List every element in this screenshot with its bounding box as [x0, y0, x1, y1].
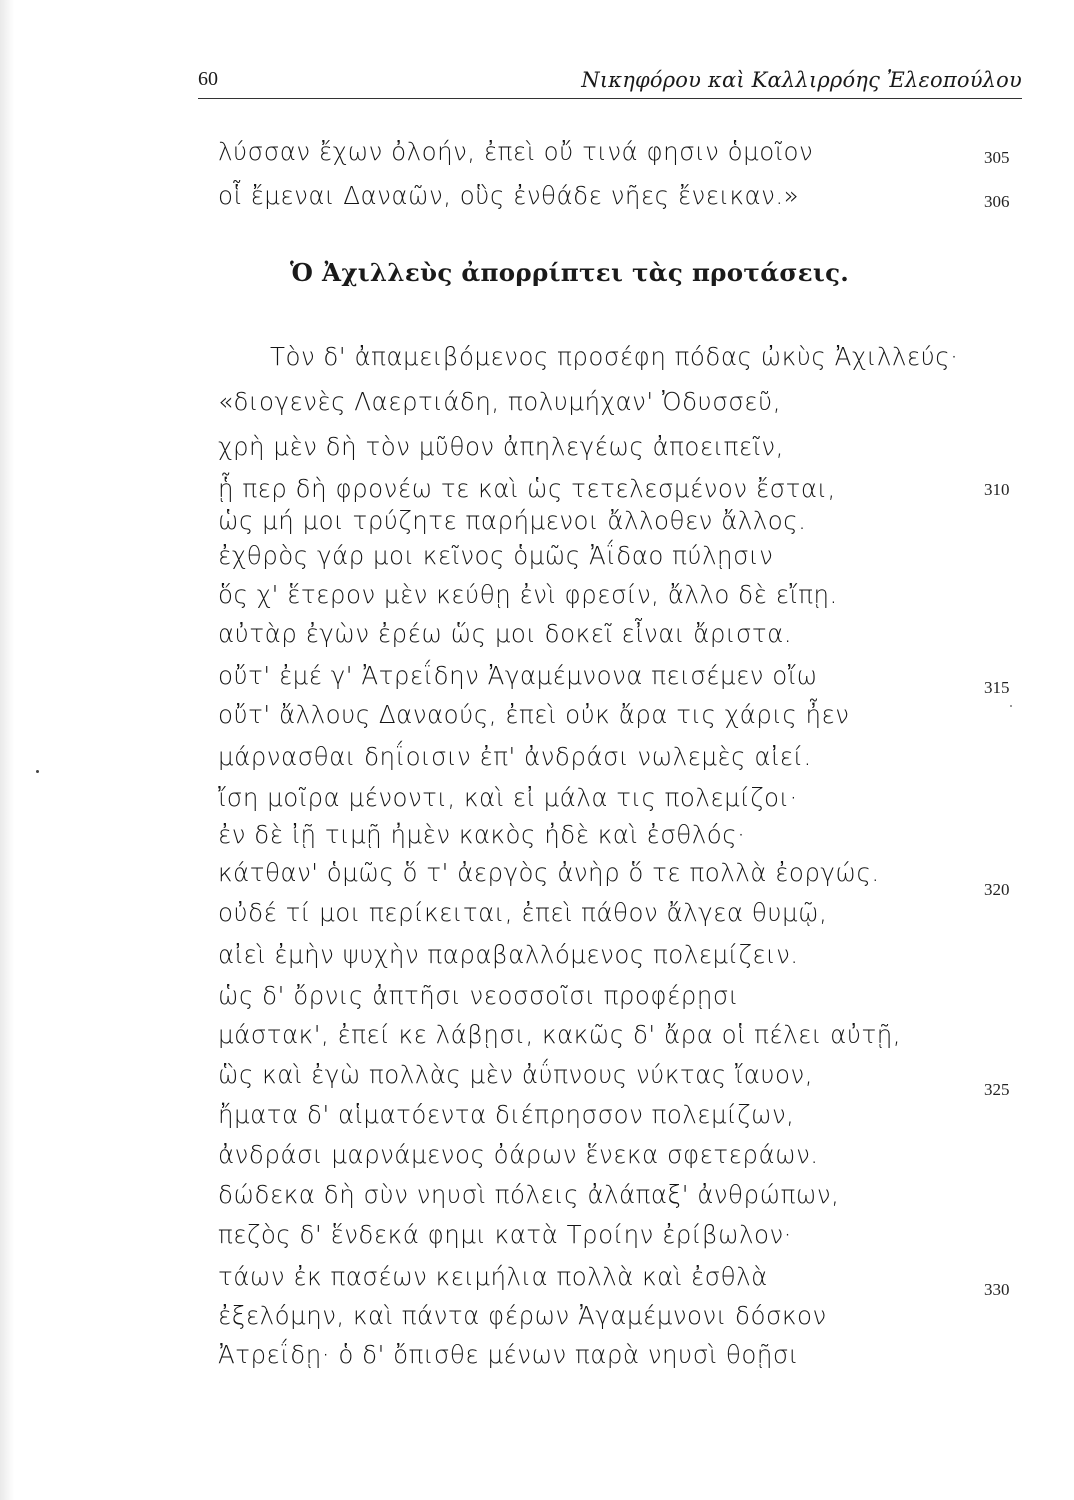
line-number: 325 — [984, 1080, 1010, 1099]
verse-line: μάστακ', ἐπεί κε λάβῃσι, κακῶς δ' ἄρα οἱ πέλει αὐτῇ, — [218, 1020, 902, 1049]
verse-line: ᾗ περ δὴ φρονέω τε καὶ ὡς τετελεσμένον ἔσται, — [218, 474, 836, 503]
verse-line: μάρνασθαι δηΐοισιν ἐπ' ἀνδράσι νωλεμὲς αἰεί. — [218, 742, 812, 771]
page-number: 60 — [198, 68, 218, 90]
section-heading: Ὁ Ἀχιλλεὺς ἀπορρίπτει τὰς προτάσεις. — [290, 258, 850, 287]
verse-line: ἐξελόμην, καὶ πάντα φέρων Ἀγαμέμνονι δόσκον — [218, 1301, 827, 1330]
verse-line: οἷ ἔμεναι Δαναῶν, οὓς ἐνθάδε νῆες ἔνεικαν.» — [218, 181, 800, 210]
verse-line: ὡς δ' ὄρνις ἀπτῆσι νεοσσοῖσι προφέρῃσι — [218, 981, 739, 1010]
verse-line: Τὸν δ' ἀπαμειβόμενος προσέφη πόδας ὠκὺς Ἀχιλλεύς· — [270, 342, 959, 371]
paper-speck — [1010, 705, 1012, 707]
verse-line: «διογενὲς Λαερτιάδη, πολυμήχαν' Ὀδυσσεῦ, — [218, 387, 781, 416]
margin-mark — [36, 770, 39, 773]
verse-line: Ἀτρεΐδῃ· ὁ δ' ὄπισθε μένων παρὰ νηυσὶ θοῇσι — [218, 1340, 799, 1369]
verse-line: ἐχθρὸς γάρ μοι κεῖνος ὁμῶς Ἀΐδαο πύλῃσιν — [218, 541, 774, 570]
line-number: 306 — [984, 192, 1010, 211]
verse-line: ὅς χ' ἕτερον μὲν κεύθῃ ἐνὶ φρεσίν, ἄλλο δὲ εἴπῃ. — [218, 580, 838, 609]
verse-line: ἤματα δ' αἱματόεντα διέπρησσον πολεμίζων, — [218, 1100, 795, 1129]
verse-line: κάτθαν' ὁμῶς ὅ τ' ἀεργὸς ἀνὴρ ὅ τε πολλὰ ἐοργώς. — [218, 858, 880, 887]
verse-line: οὔτ' ἄλλους Δαναούς, ἐπεὶ οὐκ ἄρα τις χάρις ἦεν — [218, 700, 850, 729]
verse-line: ἀνδράσι μαρνάμενος ὀάρων ἕνεκα σφετεράων. — [218, 1140, 819, 1169]
line-number: 315 — [984, 678, 1010, 697]
verse-line: δώδεκα δὴ σὺν νηυσὶ πόλεις ἀλάπαξ' ἀνθρώπων, — [218, 1180, 840, 1209]
verse-line: τάων ἐκ πασέων κειμήλια πολλὰ καὶ ἐσθλὰ — [218, 1262, 768, 1291]
line-number: 310 — [984, 480, 1010, 499]
verse-line: ἐν δὲ ἰῇ τιμῇ ἠμὲν κακὸς ἠδὲ καὶ ἐσθλός· — [218, 820, 746, 849]
verse-line: οὔτ' ἐμέ γ' Ἀτρεΐδην Ἀγαμέμνονα πεισέμεν οἴω — [218, 661, 818, 690]
verse-line: ὡς μή μοι τρύζητε παρήμενοι ἄλλοθεν ἄλλος. — [218, 506, 807, 535]
page-header — [198, 64, 1022, 99]
running-title: Νικηφόρου καὶ Καλλιρρόης Ἐλεοπούλου — [581, 68, 1022, 92]
verse-line: λύσσαν ἔχων ὀλοήν, ἐπεὶ οὔ τινά φησιν ὁμοῖον — [218, 137, 814, 166]
verse-line: αὐτὰρ ἐγὼν ἐρέω ὥς μοι δοκεῖ εἶναι ἄριστα. — [218, 619, 793, 648]
verse-line: αἰεὶ ἐμὴν ψυχὴν παραβαλλόμενος πολεμίζειν. — [218, 940, 799, 969]
line-number: 305 — [984, 148, 1010, 167]
page-edge-shade — [0, 0, 14, 1500]
verse-line: ὣς καὶ ἐγὼ πολλὰς μὲν ἀΰπνους νύκτας ἴαυον, — [218, 1060, 814, 1089]
verse-line: οὐδέ τί μοι περίκειται, ἐπεὶ πάθον ἄλγεα θυμῷ, — [218, 898, 828, 927]
verse-line: χρὴ μὲν δὴ τὸν μῦθον ἀπηλεγέως ἀποειπεῖν, — [218, 432, 784, 461]
verse-line: πεζὸς δ' ἕνδεκά φημι κατὰ Τροίην ἐρίβωλον· — [218, 1220, 792, 1249]
line-number: 330 — [984, 1280, 1010, 1299]
line-number: 320 — [984, 880, 1010, 899]
verse-line: ἴση μοῖρα μένοντι, καὶ εἰ μάλα τις πολεμίζοι· — [218, 783, 798, 812]
